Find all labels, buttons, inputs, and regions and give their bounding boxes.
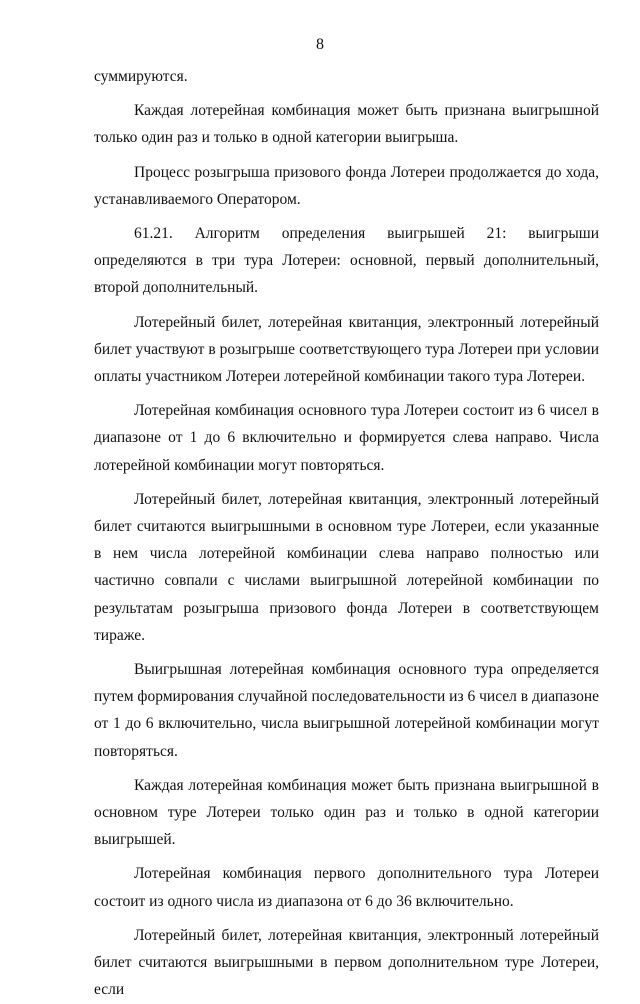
paragraph: Лотерейная комбинация основного тура Лотереи состоит из 6 чисел в диапазоне от 1 до 6 включительно и формируется слева направо. Числа лотерейной комбинации могут повторяться.: [94, 402, 599, 474]
paragraph: Каждая лотерейная комбинация может быть признана выигрышной только один раз и только в одной категории выигрыша.: [94, 102, 599, 147]
paragraph: Выигрышная лотерейная комбинация основного тура определяется путем формирования случайной последовательности из 6 чисел в диапазоне от 1 до 6 включительно, числа выигрышной лотерейной комбинации могут повторяться.: [94, 661, 599, 760]
document-body: [94, 63, 599, 1004]
page-number: 8: [316, 36, 324, 53]
paragraph: Лотерейный билет, лотерейная квитанция, электронный лотерейный билет считаются выигрышными в основном туре Лотереи, если указанные в нем числа лотерейной комбинации слева направо полностью или частично совпали с числами выигрышной лотерейной комбинации по результатам розыгрыша призового фонда Лотереи в соответствующем тираже.: [94, 490, 599, 644]
paragraph-section-61-21: 61.21. Алгоритм определения выигрышей 21: выигрыши определяются в три тура Лотереи: основной, первый дополнительный, второй дополнительный.: [94, 225, 599, 297]
paragraph: Лотерейная комбинация первого дополнительного тура Лотереи состоит из одного числа из диапазона от 6 до 36 включительно.: [94, 865, 599, 910]
paragraph: Каждая лотерейная комбинация может быть признана выигрышной в основном туре Лотереи только один раз и только в одной категории выигрышей.: [94, 776, 599, 849]
paragraph-truncated: Лотерейный билет, лотерейная квитанция, электронный лотерейный билет считаются выигрышными в первом дополнительном туре Лотереи, если: [94, 926, 599, 999]
paragraph: Лотерейный билет, лотерейная квитанция, электронный лотерейный билет участвуют в розыгрыше соответствующего тура Лотереи при условии оплаты участником Лотереи лотерейной комбинации такого тура Лотереи.: [94, 313, 599, 386]
paragraph: Процесс розыгрыша призового фонда Лотереи продолжается до хода, устанавливаемого Оператором.: [94, 163, 599, 208]
paragraph-continuation: суммируются.: [94, 68, 188, 85]
